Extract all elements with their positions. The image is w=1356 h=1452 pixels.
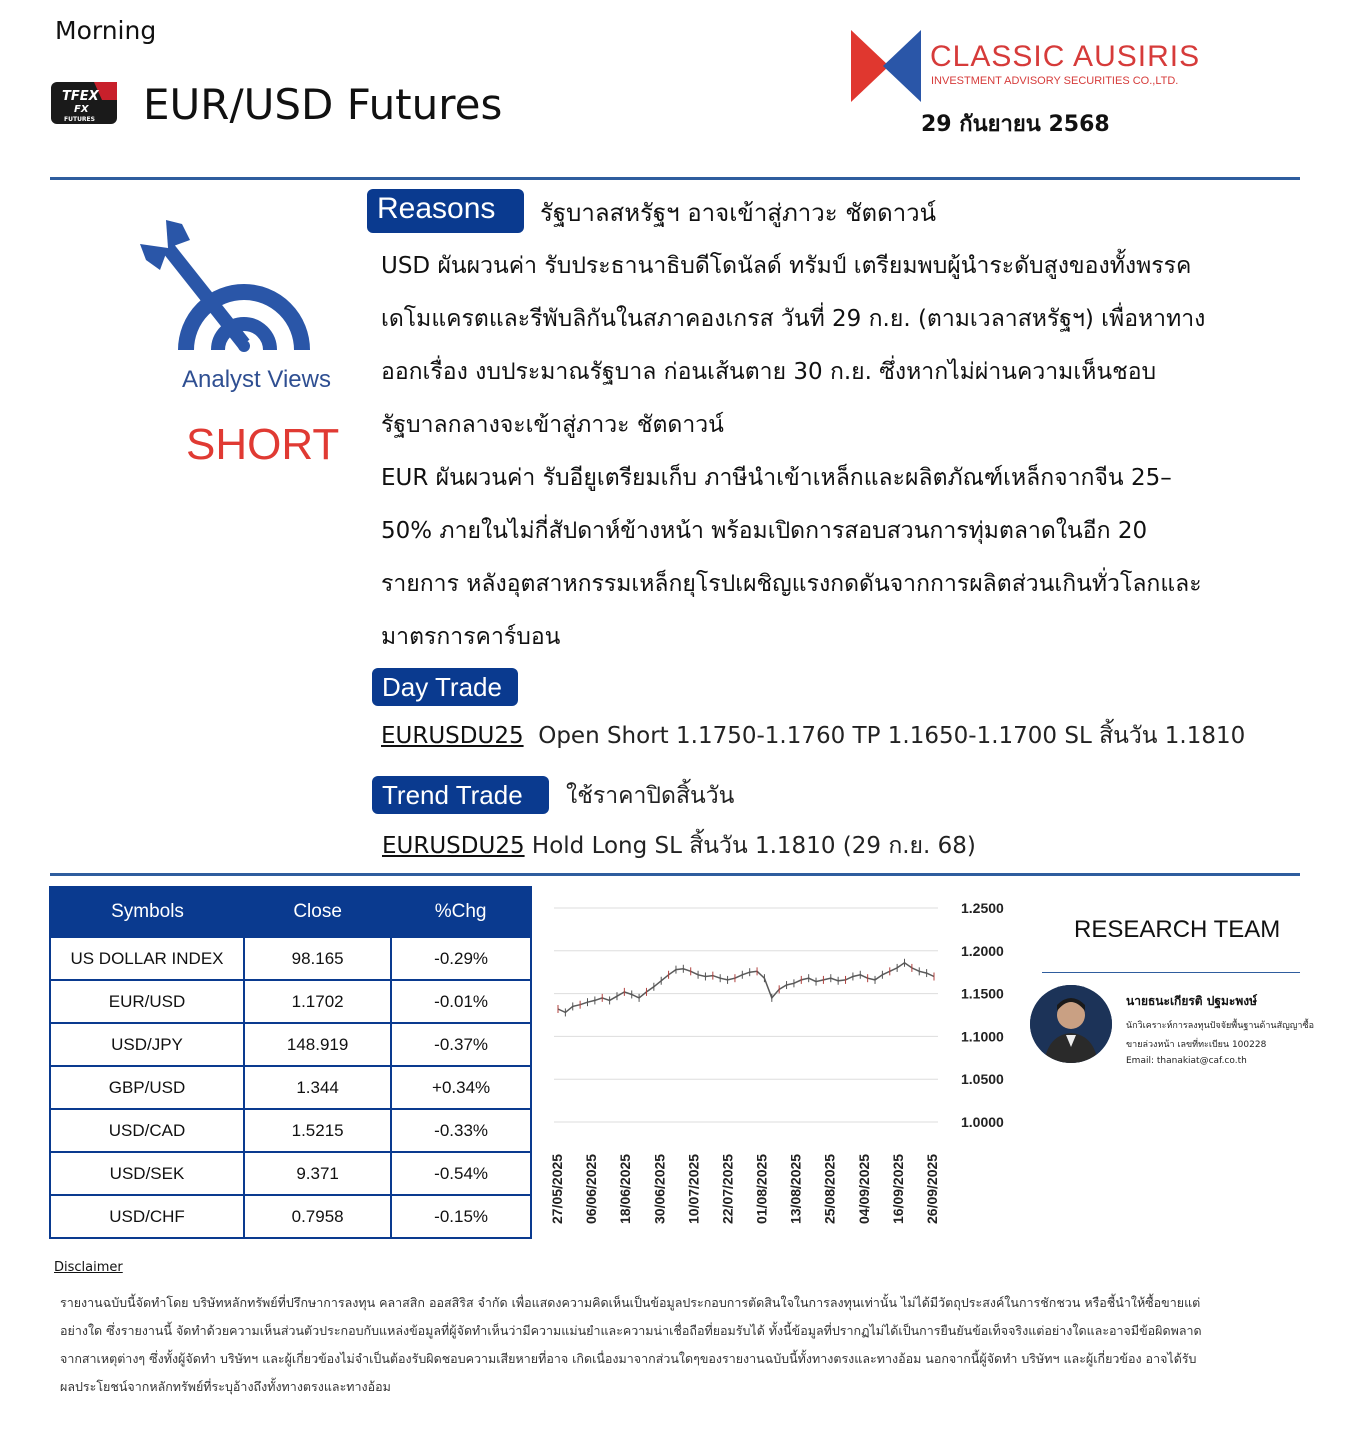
symbol-cell: EUR/USD: [50, 980, 244, 1023]
table-row: [50, 1066, 531, 1109]
x-tick-label: 26/09/2025: [924, 1153, 940, 1224]
company-subtitle: INVESTMENT ADVISORY SECURITIES CO.,LTD.: [931, 75, 1179, 87]
header-close: Close: [244, 887, 391, 937]
x-tick-label: 16/09/2025: [889, 1153, 906, 1224]
eur-paragraph: [381, 452, 1311, 664]
x-tick-label: 01/08/2025: [753, 1153, 770, 1224]
symbol-cell: GBP/USD: [50, 1066, 244, 1109]
trend-trade-line: [382, 828, 976, 864]
y-tick-label: 1.0500: [961, 1071, 1004, 1088]
close-cell: 1.5215: [244, 1109, 391, 1152]
symbol-cell: USD/SEK: [50, 1152, 244, 1195]
close-cell: 148.919: [244, 1023, 391, 1066]
classic-ausiris-logo-icon: [851, 30, 921, 102]
day-trade-text: Open Short 1.1750-1.1760 TP 1.1650-1.1700 SL สิ้นวัน 1.1810: [538, 723, 1246, 749]
disclaimer-line: รายงานฉบับนี้จัดทำโดย บริษัทหลักทรัพย์ที่ปรึกษาการลงทุน คลาสสิก ออสสิริส จำกัด เพื่อแสดงความคิดเห็นเป็นข้อมูลประกอบการตัดสินใจในการลงทุนเท่านั้น ไม่ได้มีวัตถุประสงค์ในการชักชวน หรือชี้นำให้ซื้อขายแต่: [60, 1295, 1201, 1310]
symbol-cell: USD/CAD: [50, 1109, 244, 1152]
day-trade-tag: Day Trade: [372, 668, 518, 706]
eurusd-price-chart: [548, 890, 1028, 1235]
symbol-cell: US DOLLAR INDEX: [50, 937, 244, 980]
trend-trade-tag: Trend Trade: [372, 776, 549, 814]
header-chg: %Chg: [391, 887, 531, 937]
analyst-license: ขายล่วงหน้า เลขที่ทะเบียน 100228: [1126, 1040, 1267, 1050]
usd-paragraph: [381, 240, 1311, 452]
table-row: [50, 1109, 531, 1152]
analyst-name: นายธนะเกียรติ ปฐมะพงษ์: [1126, 994, 1258, 1008]
table-row: [50, 1195, 531, 1238]
eur-line: รายการ หลังอุตสาหกรรมเหล็กยุโรปเผชิญแรงกดดันจากการผลิตส่วนเกินทั่วโลกและ: [381, 571, 1202, 597]
edition-label: Morning: [55, 16, 157, 45]
x-tick-label: 25/08/2025: [821, 1153, 838, 1224]
chg-cell: -0.33%: [391, 1109, 531, 1152]
usd-line: ออกเรื่อง งบประมาณรัฐบาล ก่อนเส้นตาย 30 ก.ย. ซึ่งหากไม่ผ่านความเห็นชอบ: [381, 359, 1157, 385]
x-tick-label: 30/06/2025: [651, 1153, 668, 1224]
x-tick-label: 06/06/2025: [583, 1153, 600, 1224]
tfex-logo-text: TFEX: [62, 89, 99, 104]
table-row: [50, 937, 531, 980]
disclaimer-line: จากสาเหตุต่างๆ ซึ่งทั้งผู้จัดทำ บริษัทฯ และผู้เกี่ยวข้องไม่จำเป็นต้องรับผิดชอบความเสียหายที่อาจ เกิดเนื่องมาจากส่วนใดๆของรายงานฉบับนี้ทั้งทางตรงและทางอ้อม นอกจากนี้ผู้จัดทำ บริษัทฯ และผู้เกี่ยวข้อง อาจได้รับ: [60, 1351, 1197, 1366]
market-table: [49, 886, 532, 1239]
analyst-views-label: Analyst Views: [182, 366, 331, 393]
close-cell: 0.7958: [244, 1195, 391, 1238]
table-row: [50, 980, 531, 1023]
chg-cell: -0.15%: [391, 1195, 531, 1238]
y-tick-label: 1.1000: [961, 1028, 1004, 1045]
svg-text:FX: FX: [74, 104, 89, 115]
close-cell: 9.371: [244, 1152, 391, 1195]
chg-cell: +0.34%: [391, 1066, 531, 1109]
eur-line: EUR ผันผวนค่า รับอียูเตรียมเก็บ ภาษีนำเข้าเหล็กและผลิตภัณฑ์เหล็กจากจีน 25–: [381, 465, 1172, 491]
disclaimer-title: Disclaimer: [54, 1260, 123, 1275]
research-team-divider: [1042, 972, 1300, 973]
chg-cell: -0.54%: [391, 1152, 531, 1195]
report-date: 29 กันยายน 2568: [921, 112, 1110, 137]
usd-line: USD ผันผวนค่า รับประธานาธิบดีโดนัลด์ ทรัมป์ เตรียมพบผู้นำระดับสูงของทั้งพรรค: [381, 253, 1192, 279]
reasons-headline: รัฐบาลสหรัฐฯ อาจเข้าสู่ภาวะ ชัตดาวน์: [540, 199, 937, 227]
y-tick-label: 1.0000: [961, 1114, 1004, 1130]
table-row: [50, 1023, 531, 1066]
eur-line: 50% ภายในไม่กี่สัปดาห์ข้างหน้า พร้อมเปิดการสอบสวนการทุ่มตลาดในอีก 20: [381, 518, 1148, 544]
x-tick-label: 27/05/2025: [549, 1153, 565, 1224]
y-tick-label: 1.2500: [961, 900, 1004, 916]
chg-cell: -0.37%: [391, 1023, 531, 1066]
symbol-cell: USD/JPY: [50, 1023, 244, 1066]
tfex-fx-futures-logo: [50, 80, 118, 126]
analyst-role: นักวิเคราะห์การลงทุนปัจจัยพื้นฐานด้านสัญญาซื้อ: [1126, 1021, 1314, 1031]
header-symbols: Symbols: [50, 887, 244, 937]
disclaimer-line: อย่างใด ซึ่งรายงานนี้ จัดทำด้วยความเห็นส่วนตัวประกอบกับแหล่งข้อมูลที่ผู้จัดทำเห็นว่ามีความแม่นยำและความน่าเชื่อถือที่ยอมรับได้ ทั้งนี้ข้อมูลที่ปรากฏไม่ได้เป็นการยืนยันข้อเท็จจริงแต่อย่างใดและอาจมีข้อผิดพลาด: [60, 1323, 1202, 1338]
eur-line: มาตรการคาร์บอน: [381, 624, 561, 650]
y-tick-label: 1.1500: [961, 985, 1004, 1002]
trend-trade-symbol: EURUSDU25: [382, 833, 525, 859]
table-header-row: [50, 887, 531, 937]
trend-trade-headline: ใช้ราคาปิดสิ้นวัน: [566, 783, 735, 809]
x-tick-label: 18/06/2025: [617, 1153, 634, 1224]
target-arrow-icon: [138, 220, 350, 374]
usd-line: เดโมแครตและรีพับลิกันในสภาคองเกรส วันที่ 29 ก.ย. (ตามเวลาสหรัฐฯ) เพื่อหาทาง: [381, 306, 1206, 332]
analyst-email: Email: thanakiat@caf.co.th: [1126, 1056, 1247, 1066]
x-tick-label: 04/09/2025: [855, 1153, 872, 1224]
x-tick-label: 22/07/2025: [719, 1153, 736, 1224]
table-row: [50, 1152, 531, 1195]
header-divider: [50, 177, 1300, 180]
page-title: EUR/USD Futures: [143, 80, 503, 129]
svg-text:FUTURES: FUTURES: [64, 116, 95, 123]
day-trade-line: [381, 718, 1245, 754]
day-trade-symbol: EURUSDU25: [381, 723, 524, 749]
disclaimer-line: ผลประโยชน์จากหลักทรัพย์ที่ระบุอ้างถึงทั้งทางตรงและทางอ้อม: [60, 1379, 391, 1394]
chg-cell: -0.29%: [391, 937, 531, 980]
close-cell: 1.344: [244, 1066, 391, 1109]
price-series-line: [558, 963, 934, 1013]
section-divider: [50, 873, 1300, 876]
chg-cell: -0.01%: [391, 980, 531, 1023]
x-tick-label: 10/07/2025: [685, 1153, 702, 1224]
company-name: CLASSIC AUSIRIS: [930, 40, 1201, 73]
x-tick-label: 13/08/2025: [787, 1153, 804, 1224]
close-cell: 98.165: [244, 937, 391, 980]
usd-line: รัฐบาลกลางจะเข้าสู่ภาวะ ชัตดาวน์: [381, 412, 724, 438]
research-team-title: RESEARCH TEAM: [1074, 916, 1281, 943]
reasons-tag: Reasons: [367, 189, 524, 233]
y-tick-label: 1.2000: [961, 942, 1004, 959]
symbol-cell: USD/CHF: [50, 1195, 244, 1238]
analyst-view-signal: SHORT: [186, 420, 340, 469]
close-cell: 1.1702: [244, 980, 391, 1023]
trend-trade-text: Hold Long SL สิ้นวัน 1.1810 (29 ก.ย. 68): [531, 833, 976, 859]
analyst-avatar: [1030, 985, 1112, 1063]
